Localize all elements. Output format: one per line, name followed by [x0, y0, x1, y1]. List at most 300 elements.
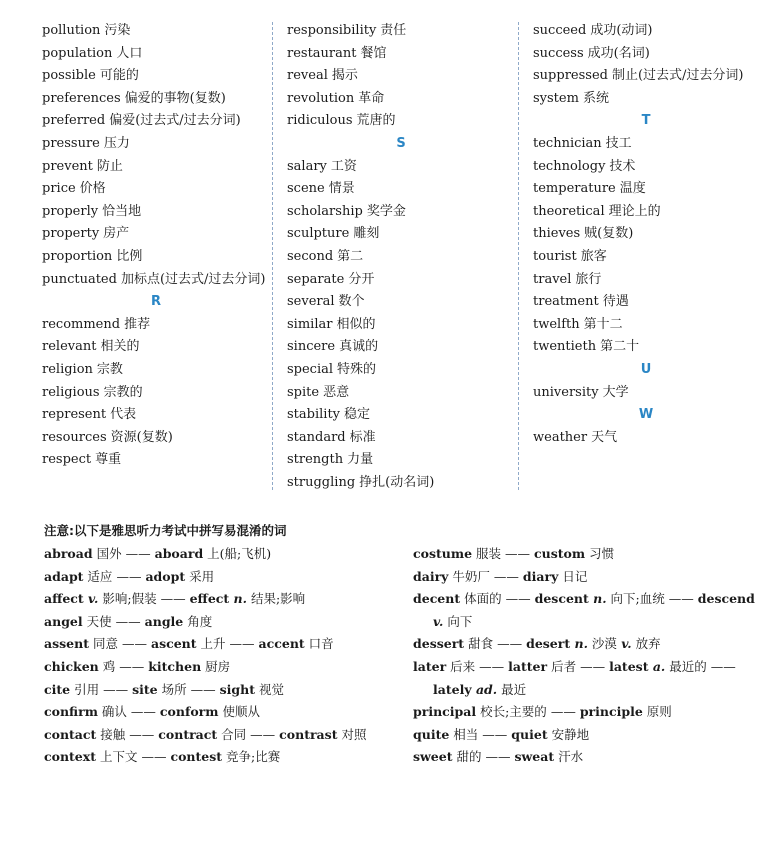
- dash-separator: ——: [580, 658, 606, 674]
- vocab-english: stability: [287, 407, 341, 423]
- vocab-english: prevent: [42, 158, 93, 174]
- confusable-word: adapt: [44, 568, 84, 584]
- vocab-entry: [42, 246, 270, 269]
- vocab-chinese: 房产: [103, 226, 130, 242]
- vocab-english: several: [287, 294, 335, 310]
- confusable-word: angel: [44, 613, 83, 629]
- confusable-meaning: 向下: [443, 613, 473, 629]
- vocab-english: tourist: [533, 248, 577, 264]
- vocab-english: sculpture: [287, 226, 350, 242]
- confusable-word: custom: [534, 546, 586, 561]
- vocab-entry: [42, 43, 270, 66]
- vocab-entry: [42, 88, 270, 111]
- vocab-chinese: 成功(动词): [590, 23, 653, 38]
- confusable-word: accent: [258, 636, 305, 652]
- vocab-english: spite: [287, 384, 320, 400]
- vocab-chinese: 代表: [110, 407, 137, 423]
- vocab-chinese: 荒唐的: [356, 113, 396, 129]
- vocab-chinese: 宗教的: [103, 384, 143, 400]
- dash-separator: ——: [497, 636, 523, 652]
- vocab-entry: [533, 223, 759, 246]
- vocab-entry: [42, 359, 270, 382]
- confusable-meaning: 上升: [196, 636, 226, 652]
- dash-separator: ——: [505, 546, 531, 561]
- vocab-chinese: 揭示: [331, 68, 358, 84]
- vocab-chinese: 特殊的: [337, 361, 377, 377]
- confusable-row: [44, 701, 404, 724]
- dash-separator: ——: [710, 658, 736, 674]
- dash-separator: ——: [229, 636, 255, 652]
- vocab-chinese: 价格: [79, 181, 106, 197]
- part-of-speech: v.: [433, 613, 444, 629]
- vocab-english: possible: [42, 68, 96, 84]
- word-column-3: [533, 20, 759, 449]
- vocab-english: thieves: [533, 226, 581, 242]
- confusable-meaning: 天使: [82, 613, 112, 629]
- confusable-meaning: 服装: [472, 546, 502, 561]
- vocab-chinese: 加标点(过去式/过去分词): [120, 271, 266, 287]
- vocab-entry: [42, 156, 270, 179]
- vocab-entry: [42, 336, 270, 359]
- confusable-word: dessert: [413, 636, 465, 652]
- part-of-speech: v.: [83, 591, 99, 607]
- vocab-entry: [533, 65, 759, 88]
- confusable-meaning: 竞争;比赛: [222, 749, 281, 765]
- vocab-english: properly: [42, 203, 99, 219]
- confusable-list-right: [413, 543, 759, 769]
- confusable-meaning: 习惯: [585, 546, 615, 561]
- vocab-entry: [287, 156, 515, 179]
- column-divider: [518, 22, 519, 490]
- confusable-word: contract: [158, 726, 218, 742]
- confusable-word: adopt: [145, 568, 186, 584]
- vocab-entry: [533, 156, 759, 179]
- vocab-entry: [287, 178, 515, 201]
- vocab-chinese: 工资: [330, 158, 357, 174]
- vocab-chinese: 相关的: [100, 339, 140, 355]
- confusable-word: contrast: [279, 726, 338, 742]
- vocab-chinese: 成功(名词): [587, 45, 650, 61]
- vocab-english: struggling: [287, 474, 356, 490]
- vocab-english: relevant: [42, 339, 97, 355]
- vocab-english: punctuated: [42, 271, 117, 287]
- confusable-word: affect: [44, 591, 84, 607]
- confusable-word: chicken: [44, 658, 99, 674]
- word-column-1: [42, 20, 270, 472]
- vocab-chinese: 温度: [619, 181, 646, 197]
- vocab-chinese: 第十二: [583, 316, 623, 332]
- confusable-meaning: 日记: [558, 568, 588, 584]
- vocab-chinese: 稳定: [344, 407, 371, 423]
- vocab-entry: [287, 223, 515, 246]
- vocab-english: represent: [42, 407, 107, 423]
- part-of-speech: n.: [570, 636, 588, 652]
- vocab-english: respect: [42, 452, 92, 468]
- vocab-chinese: 系统: [582, 90, 609, 106]
- vocab-entry: [42, 20, 270, 43]
- vocab-chinese: 相似的: [336, 316, 376, 332]
- vocab-entry: [287, 110, 515, 133]
- confusable-word: latter: [508, 658, 548, 674]
- vocab-entry: [42, 223, 270, 246]
- confusable-row: [413, 724, 759, 747]
- vocab-chinese: 天气: [591, 429, 618, 445]
- confusable-word: sweat: [514, 749, 555, 765]
- vocab-entry: [42, 133, 270, 156]
- dash-separator: ——: [130, 704, 156, 720]
- vocab-english: religious: [42, 384, 100, 400]
- vocab-english: treatment: [533, 294, 599, 310]
- confusable-word: assent: [44, 636, 89, 652]
- vocab-entry: [287, 65, 515, 88]
- vocab-entry: [533, 88, 759, 111]
- confusable-row: [44, 746, 404, 769]
- confusable-word: quite: [413, 726, 450, 742]
- confusable-word: kitchen: [148, 658, 202, 674]
- confusable-word: sweet: [413, 749, 453, 765]
- confusable-meaning: 厨房: [201, 658, 231, 674]
- confusable-word: ascent: [150, 636, 197, 652]
- confusable-meaning: 汗水: [554, 749, 584, 765]
- confusable-row: [413, 633, 759, 656]
- confusable-meaning: 后来: [446, 658, 476, 674]
- vocab-english: standard: [287, 429, 346, 445]
- vocab-english: religion: [42, 361, 93, 377]
- vocab-entry: [533, 336, 759, 359]
- vocab-english: ridiculous: [287, 113, 353, 129]
- confusable-word: abroad: [44, 546, 93, 561]
- vocab-english: travel: [533, 271, 572, 287]
- vocab-entry: [42, 427, 270, 450]
- confusable-word: conform: [159, 704, 219, 720]
- section-letter-w: W: [638, 407, 654, 423]
- vocab-chinese: 恰当地: [102, 203, 142, 219]
- confusable-meaning: 使顺从: [218, 704, 260, 720]
- confusable-word: latest: [609, 658, 649, 674]
- confusable-meaning: 甜的: [452, 749, 482, 765]
- vocab-chinese: 分开: [348, 271, 375, 287]
- confusable-meaning: 后者: [547, 658, 577, 674]
- confusable-meaning: 上下文: [96, 749, 138, 765]
- confusable-word: lately: [433, 681, 472, 697]
- confusable-word: confirm: [44, 704, 98, 720]
- vocab-chinese: 资源(复数): [110, 429, 173, 445]
- confusable-word: aboard: [154, 546, 204, 561]
- confusable-meaning: 甜食: [464, 636, 494, 652]
- vocab-entry: [287, 88, 515, 111]
- vocab-entry: [42, 404, 270, 427]
- vocab-chinese: 雕刻: [353, 226, 380, 242]
- vocab-entry: [287, 336, 515, 359]
- vocab-entry: [533, 43, 759, 66]
- vocab-chinese: 奖学金: [366, 203, 406, 219]
- dash-separator: ——: [129, 726, 155, 742]
- confusable-meaning: 上(船;飞机): [203, 546, 272, 561]
- vocab-entry: [287, 427, 515, 450]
- vocab-english: pollution: [42, 23, 101, 38]
- vocab-chinese: 比例: [116, 248, 143, 264]
- vocab-entry: [42, 269, 270, 292]
- vocab-entry: [287, 291, 515, 314]
- vocab-chinese: 革命: [358, 90, 385, 106]
- vocab-chinese: 旅行: [575, 271, 602, 287]
- vocab-english: restaurant: [287, 45, 357, 61]
- vocab-entry: [533, 314, 759, 337]
- confusable-meaning: 合同: [217, 726, 247, 742]
- confusable-meaning: 结果;影响: [246, 591, 306, 607]
- confusable-meaning: 影响;假装: [98, 591, 157, 607]
- vocab-chinese: 旅客: [580, 248, 607, 264]
- vocab-english: weather: [533, 429, 588, 445]
- confusable-meaning: 体面的: [460, 591, 502, 607]
- confusable-row: [413, 566, 759, 589]
- vocab-chinese: 可能的: [99, 68, 139, 84]
- vocab-chinese: 偏爱(过去式/过去分词): [109, 113, 241, 129]
- vocab-english: similar: [287, 316, 333, 332]
- vocab-english: salary: [287, 158, 327, 174]
- confusable-meaning: 牛奶厂: [448, 568, 490, 584]
- vocab-entry: [287, 20, 515, 43]
- confusable-meaning: 适应: [83, 568, 113, 584]
- vocab-english: temperature: [533, 181, 616, 197]
- confusable-meaning: 国外: [92, 546, 122, 561]
- confusable-meaning: 角度: [183, 613, 213, 629]
- confusable-word: desert: [526, 636, 571, 652]
- vocab-entry: [287, 449, 515, 472]
- vocab-english: success: [533, 45, 584, 61]
- vocab-chinese: 情景: [328, 181, 355, 197]
- confusable-word: quiet: [511, 726, 548, 742]
- confusable-word: principle: [579, 704, 643, 720]
- vocab-entry: [42, 449, 270, 472]
- vocab-chinese: 第二十: [600, 339, 640, 355]
- vocab-entry: [533, 246, 759, 269]
- confusable-row: [413, 746, 759, 769]
- confusable-row: [44, 679, 404, 702]
- confusable-meaning: 场所: [157, 681, 187, 697]
- vocab-english: population: [42, 45, 113, 61]
- part-of-speech: n.: [588, 591, 607, 607]
- confusable-meaning: 安静地: [547, 726, 590, 742]
- vocab-chinese: 标准: [349, 429, 376, 445]
- vocab-chinese: 真诚的: [339, 339, 379, 355]
- confusable-row: [413, 543, 759, 566]
- vocab-entry: [42, 65, 270, 88]
- confusable-meaning: 视觉: [254, 681, 284, 697]
- vocab-entry: [533, 178, 759, 201]
- confusable-row: [44, 633, 404, 656]
- vocab-chinese: 挣扎(动名词): [359, 474, 435, 490]
- vocab-entry: [287, 201, 515, 224]
- vocab-chinese: 数个: [338, 294, 365, 310]
- vocab-english: scene: [287, 181, 325, 197]
- vocab-english: responsibility: [287, 23, 377, 38]
- confusable-row: [44, 566, 404, 589]
- confusable-row: [44, 724, 404, 747]
- word-column-2: [287, 20, 515, 494]
- vocab-english: preferred: [42, 113, 106, 129]
- confusable-row: [413, 701, 759, 724]
- dash-separator: ——: [160, 591, 186, 607]
- vocab-entry: [533, 20, 759, 43]
- dash-separator: ——: [250, 726, 276, 742]
- vocab-entry: [533, 201, 759, 224]
- vocab-english: pressure: [42, 135, 100, 151]
- confusable-word: later: [413, 658, 447, 674]
- column-divider: [272, 22, 273, 490]
- confusable-meaning: 向下;血统: [606, 591, 665, 607]
- vocab-chinese: 餐馆: [360, 45, 387, 61]
- confusable-meaning: 相当: [449, 726, 479, 742]
- vocab-english: sincere: [287, 339, 336, 355]
- confusable-meaning: 鸡: [98, 658, 116, 674]
- confusable-meaning: 同意: [89, 636, 118, 652]
- vocab-chinese: 责任: [380, 23, 407, 38]
- confusable-row: [44, 611, 404, 634]
- vocab-english: theoretical: [533, 203, 605, 219]
- vocab-chinese: 制止(过去式/过去分词): [611, 68, 744, 84]
- vocab-entry: [287, 269, 515, 292]
- vocab-english: system: [533, 90, 579, 106]
- vocab-chinese: 推荐: [124, 316, 151, 332]
- vocab-chinese: 技术: [609, 158, 636, 174]
- vocab-chinese: 大学: [602, 384, 629, 400]
- vocab-chinese: 污染: [104, 23, 131, 38]
- vocab-entry: [42, 178, 270, 201]
- confusable-row: [413, 656, 759, 701]
- vocab-english: special: [287, 361, 334, 377]
- vocab-entry: [533, 382, 759, 405]
- vocab-english: resources: [42, 429, 107, 445]
- vocab-chinese: 偏爱的事物(复数): [124, 90, 226, 106]
- vocab-english: suppressed: [533, 68, 608, 84]
- dash-separator: ——: [668, 591, 694, 607]
- confusable-meaning: 采用: [185, 568, 215, 584]
- vocab-chinese: 理论上的: [608, 203, 661, 219]
- vocab-chinese: 恶意: [323, 384, 350, 400]
- vocab-entry: [287, 404, 515, 427]
- confusable-word: effect: [189, 591, 230, 607]
- confusable-word: decent: [413, 591, 461, 607]
- confusable-list-left: [44, 543, 404, 769]
- vocab-chinese: 技工: [605, 135, 632, 151]
- vocab-chinese: 人口: [116, 45, 143, 61]
- dash-separator: ——: [103, 681, 129, 697]
- dash-separator: ——: [482, 726, 508, 742]
- dash-separator: ——: [190, 681, 216, 697]
- vocab-entry: [287, 314, 515, 337]
- confusable-row: [44, 543, 404, 566]
- vocab-entry: [533, 269, 759, 292]
- confusable-word: costume: [413, 546, 473, 561]
- section-letter-u: U: [640, 361, 652, 377]
- dash-separator: ——: [119, 658, 145, 674]
- vocab-english: revolution: [287, 90, 355, 106]
- confusable-meaning: 沙漠: [587, 636, 617, 652]
- confusable-words-heading: 注意:以下是雅思听力考试中拼写易混淆的词: [44, 523, 287, 538]
- dash-separator: ——: [141, 749, 167, 765]
- confusable-word: contest: [170, 749, 223, 765]
- confusable-meaning: 校长;主要的: [476, 704, 547, 720]
- confusable-word: site: [132, 681, 158, 697]
- vocab-english: twelfth: [533, 316, 580, 332]
- part-of-speech: n.: [229, 591, 247, 607]
- part-of-speech: ad.: [471, 681, 498, 697]
- section-letter-t: T: [641, 113, 651, 129]
- vocab-chinese: 宗教: [96, 361, 123, 377]
- dash-separator: ——: [125, 546, 151, 561]
- vocab-english: preferences: [42, 90, 121, 106]
- confusable-word: context: [44, 749, 96, 765]
- vocab-chinese: 防止: [96, 158, 123, 174]
- vocab-english: reveal: [287, 68, 328, 84]
- vocab-chinese: 力量: [347, 452, 374, 468]
- vocab-entry: [42, 110, 270, 133]
- vocab-english: technician: [533, 135, 602, 151]
- confusable-meaning: 最近的: [665, 658, 707, 674]
- confusable-meaning: 接触: [96, 726, 126, 742]
- confusable-meaning: 原则: [642, 704, 672, 720]
- confusable-meaning: 最近: [497, 681, 527, 697]
- confusable-row: [44, 656, 404, 679]
- confusable-word: contact: [44, 726, 97, 742]
- vocab-chinese: 贼(复数): [584, 226, 634, 242]
- vocab-chinese: 尊重: [95, 452, 122, 468]
- vocab-entry: [287, 359, 515, 382]
- confusable-word: principal: [413, 704, 477, 720]
- vocab-english: property: [42, 226, 100, 242]
- vocab-english: university: [533, 384, 599, 400]
- confusable-meaning: 放弃: [631, 636, 661, 652]
- vocab-entry: [42, 201, 270, 224]
- vocab-chinese: 压力: [103, 135, 130, 151]
- dash-separator: ——: [505, 591, 531, 607]
- dash-separator: ——: [493, 568, 519, 584]
- vocab-english: succeed: [533, 23, 587, 38]
- vocab-entry: [533, 291, 759, 314]
- confusable-word: diary: [522, 568, 559, 584]
- confusable-word: angle: [144, 613, 184, 629]
- confusable-word: dairy: [413, 568, 449, 584]
- confusable-meaning: 对照: [337, 726, 367, 742]
- dash-separator: ——: [485, 749, 511, 765]
- vocab-entry: [42, 314, 270, 337]
- dash-separator: ——: [550, 704, 576, 720]
- vocab-english: price: [42, 181, 76, 197]
- dash-separator: ——: [479, 658, 505, 674]
- section-letter-r: R: [150, 294, 161, 310]
- vocab-entry: [533, 133, 759, 156]
- vocab-entry: [287, 382, 515, 405]
- confusable-row: [44, 588, 404, 611]
- confusable-row: [413, 588, 759, 633]
- confusable-word: cite: [44, 681, 71, 697]
- vocab-entry: [42, 382, 270, 405]
- vocab-entry: [287, 43, 515, 66]
- vocab-english: second: [287, 248, 334, 264]
- vocab-english: proportion: [42, 248, 113, 264]
- vocab-chinese: 待遇: [602, 294, 629, 310]
- vocab-english: strength: [287, 452, 344, 468]
- vocab-english: twentieth: [533, 339, 597, 355]
- confusable-meaning: 确认: [97, 704, 127, 720]
- vocab-entry: [533, 427, 759, 450]
- part-of-speech: a.: [648, 658, 666, 674]
- dash-separator: ——: [116, 568, 142, 584]
- vocab-entry: [287, 246, 515, 269]
- vocab-english: technology: [533, 158, 606, 174]
- vocab-english: scholarship: [287, 203, 363, 219]
